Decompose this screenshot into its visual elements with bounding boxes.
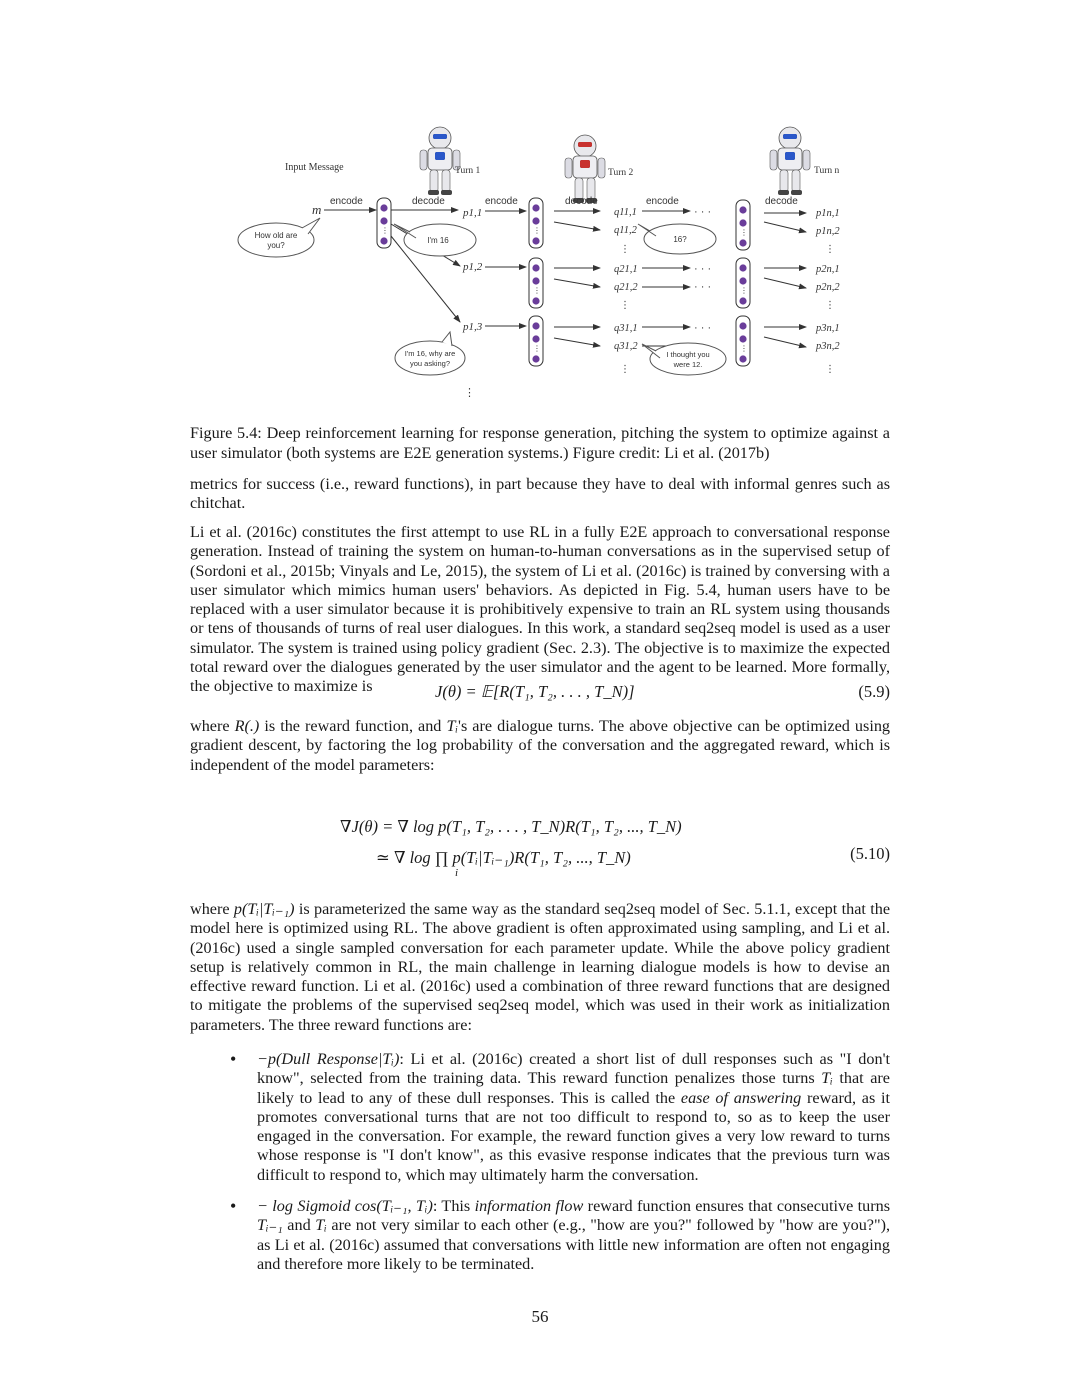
- figure-caption: Figure 5.4: Deep reinforcement learning for response generation, pitching the system to optimize against a user simulator (both systems are E2E generation systems.) Figure credit: Li et al. (2017b): [190, 424, 890, 462]
- svg-text:⋮: ⋮: [464, 387, 475, 399]
- equation-5-9-number: (5.9): [858, 682, 890, 701]
- q-2-1-label: q21,1: [614, 264, 638, 275]
- encoder-column-2: [529, 198, 543, 366]
- turn1-label: Turn 1: [455, 166, 481, 176]
- q-3-1-label: q31,1: [614, 323, 638, 334]
- pn-3-1-label: p3n,1: [816, 323, 840, 334]
- bubble-q3-line2: were 12.: [673, 360, 703, 369]
- svg-text:⋮: ⋮: [825, 364, 835, 375]
- robot-turnn: [770, 127, 810, 195]
- turnn-label: Turn n: [814, 166, 840, 176]
- q-1-1-label: q11,1: [614, 207, 637, 218]
- bubble-p13-line2: you asking?: [409, 359, 451, 368]
- svg-text:⋮: ⋮: [825, 244, 835, 255]
- svg-text:⋮: ⋮: [381, 226, 389, 235]
- paragraph-4: where p(Tᵢ|Tᵢ₋₁) is parameterized the same way as the standard seq2seq model of Sec. 5.1.1, except that the model here is optimized using RL. The above gradient is often approximated using sampling, and Li et al. (2016c) used a single sampled conversation for each parameter update. While the above policy gradient setup is relatively common in RL, the main challenge in learning dialogue models is how to devise an effective reward function. Li et al. (2016c) used a combination of three reward functions that are designed to mitigate the problems of the supervised seq2seq model, which was used in their work as initialization parameters. The three reward functions are:: [190, 900, 891, 1034]
- bubble-p11: [394, 224, 476, 256]
- bubble-q3-line1: I thought you: [666, 350, 710, 359]
- bubble-q1-text: 16?: [673, 235, 687, 244]
- encode-label-3: encode: [646, 196, 679, 207]
- bubble-input-line2: you?: [267, 241, 285, 250]
- svg-text:⋮: ⋮: [740, 344, 748, 353]
- q-1-2-label: q11,2: [614, 225, 637, 236]
- p-1-3-label: p1,3: [463, 321, 483, 333]
- svg-text:⋮: ⋮: [825, 300, 835, 311]
- svg-text:⋮: ⋮: [740, 228, 748, 237]
- bullet-1-text: −p(Dull Response|Tᵢ): Li et al. (2016c) created a short list of dull responses such as "I don't know", selected from the training data. This reward function penalizes those turns Tᵢ that are likely to lead to any of these dull responses. This is called the ease of answering reward, as it promotes conversational turns that are not too difficult to respond to, so as to keep the user engaged in the conversation. For example, the reward function gives a very low reward to turns whose response is "I don't know", as this evasive response indicates that the previous turn was difficult to respond to, which may ultimately harm the conversation.: [257, 1050, 890, 1184]
- svg-text:⋮: ⋮: [620, 300, 630, 311]
- pn-1-1-label: p1n,1: [816, 208, 840, 219]
- input-message-label: Input Message: [285, 162, 344, 173]
- svg-text:⋮: ⋮: [533, 344, 541, 353]
- q-2-2-label: q21,2: [614, 282, 638, 293]
- pn-2-2-label: p2n,2: [816, 282, 840, 293]
- equation-5-10-number: (5.10): [850, 844, 890, 863]
- svg-text:⋮: ⋮: [740, 286, 748, 295]
- equation-5-9: [190, 682, 890, 704]
- decode-label-3: decode: [765, 196, 798, 207]
- bubble-input: [238, 218, 320, 257]
- bubble-q3: [642, 343, 726, 375]
- paragraph-2: Li et al. (2016c) constitutes the first attempt to use RL in a fully E2E approach to conversational response generation. Instead of training the system on human-to-human conversations as in the supervised setup of (Sordoni et al., 2015b; Vinyals and Le, 2015), the system of Li et al. (2016c) is trained by conversing with a user simulator which mimics human users' behaviors. As depicted in Fig. 5.4, human users have to be replaced with a user simulator because it is prohibitively expensive to train an RL system using thousands or tens of thousands of turns of real user dialogues. In this work, a standard seq2seq model is used as a user simulator. The system is trained using policy gradient (Sec. 2.3). The objective is to maximize the expected total reward over the dialogues generated by the user simulator and the agent to be learned. More formally, the objective to maximize is: [190, 523, 890, 696]
- decode-label-1: decode: [412, 196, 445, 207]
- svg-text:⋮: ⋮: [620, 244, 630, 255]
- encoder-column-n: [736, 200, 750, 366]
- pn-3-2-label: p3n,2: [816, 341, 840, 352]
- paragraph-3: where R(.) is the reward function, and Tᵢ's are dialogue turns. The above objective can be optimized using gradient descent, by factoring the log probability of the conversation and the aggregated reward, which is independent of the model parameters:: [190, 717, 891, 774]
- turn2-label: Turn 2: [608, 168, 634, 178]
- robot-turn2: [565, 135, 605, 203]
- bubble-q1: [638, 224, 716, 254]
- pn-2-1-label: p2n,1: [816, 264, 840, 275]
- encoder-column-1: [377, 198, 391, 248]
- q-3-2-label: q31,2: [614, 341, 638, 352]
- bubble-p11-text: I'm 16: [427, 236, 449, 245]
- pn-1-2-label: p1n,2: [816, 226, 840, 237]
- bubble-input-line1: How old are: [254, 231, 298, 240]
- svg-text:⋮: ⋮: [533, 286, 541, 295]
- dots-2: · · ·: [694, 263, 712, 275]
- bubble-p13: [395, 332, 465, 375]
- dots-1: · · ·: [694, 206, 712, 218]
- dots-4: · · ·: [694, 322, 712, 334]
- rl-dialogue-figure: [180, 118, 900, 408]
- svg-text:⋮: ⋮: [533, 226, 541, 235]
- dots-3: · · ·: [694, 281, 712, 293]
- bullet-2-marker: •: [230, 1196, 237, 1216]
- svg-text:⋮: ⋮: [620, 364, 630, 375]
- bullet-2-text: − log Sigmoid cos(Tᵢ₋₁, Tᵢ): This information flow reward function ensures that consecutive turns Tᵢ₋₁ and Tᵢ are not very similar to each other (e.g., "how are you?" followed by "how are you?"), as Li et al. (2016c) assumed that conversations with little new information are often not engaging and therefore more likely to be terminated.: [257, 1197, 891, 1273]
- equation-5-9-body: J(θ) = 𝔼[R(T₁, T₂, . . . , T_N)]: [435, 682, 635, 701]
- p-1-2-label: p1,2: [463, 261, 483, 273]
- equation-5-10-sub: i: [455, 867, 459, 879]
- decode-label-2: decode: [565, 196, 598, 207]
- robot-turn1: [420, 127, 460, 195]
- page-number: 56: [531, 1307, 549, 1326]
- paragraph-1: metrics for success (i.e., reward functions), in part because they have to deal with informal genres such as chitchat.: [190, 475, 890, 513]
- m-label: m: [312, 202, 322, 217]
- bullet-1-marker: •: [230, 1049, 237, 1069]
- bubble-p13-line1: I'm 16, why are: [404, 349, 456, 358]
- equation-5-10-line2: ≃ ∇ log ∏ p(Tᵢ|Tᵢ₋₁)R(T₁, T₂, ..., T_N): [376, 848, 631, 867]
- encode-label-1: encode: [330, 196, 363, 207]
- encode-label-2: encode: [485, 196, 518, 207]
- p-1-1-label: p1,1: [463, 207, 483, 219]
- equation-5-10-line1: ∇J(θ) = ∇ log p(T₁, T₂, . . . , T_N)R(T₁, T₂, ..., T_N): [340, 817, 682, 836]
- equation-5-10: [190, 817, 890, 889]
